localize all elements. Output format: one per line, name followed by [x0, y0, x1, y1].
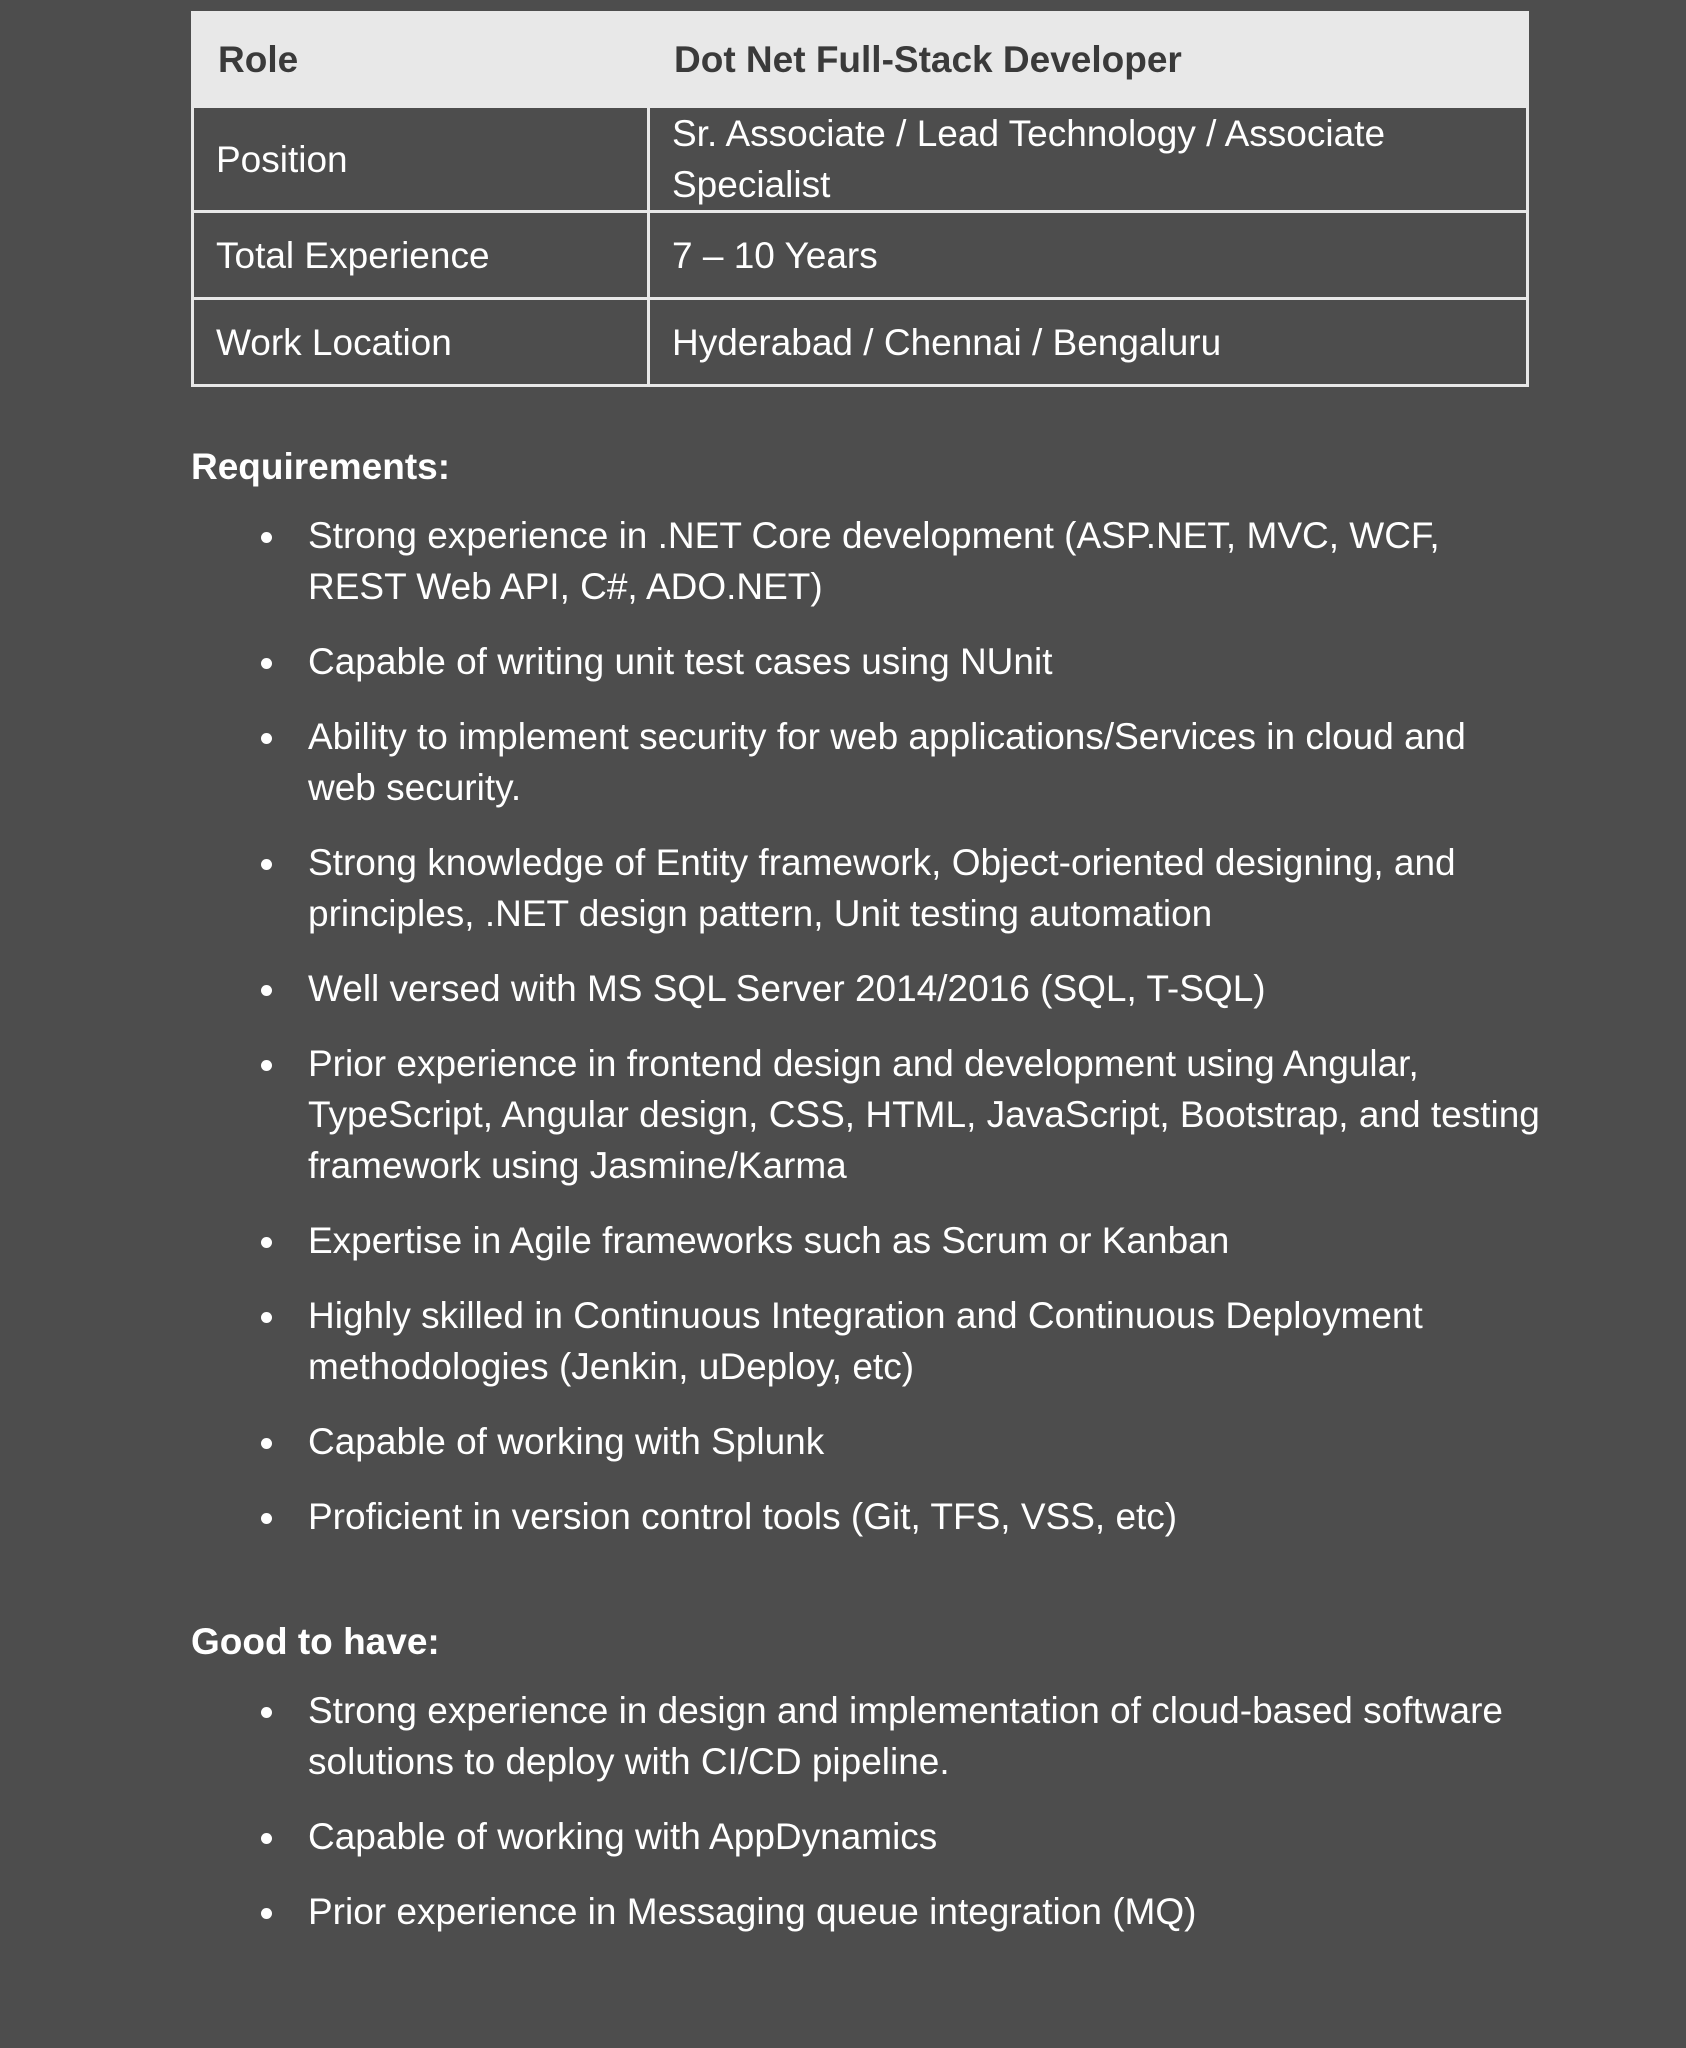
list-item: Highly skilled in Continuous Integration and Continuous Deployment methodologies (Jenkin, uDeploy, etc): [308, 1290, 1543, 1392]
list-item: Prior experience in Messaging queue integration (MQ): [308, 1886, 1543, 1937]
table-row: [193, 107, 1528, 212]
list-item: Strong experience in design and implementation of cloud-based software solutions to deploy with CI/CD pipeline.: [308, 1685, 1543, 1787]
list-item: Strong experience in .NET Core development (ASP.NET, MVC, WCF, REST Web API, C#, ADO.NET): [308, 510, 1543, 612]
list-item: Ability to implement security for web applications/Services in cloud and web security.: [308, 711, 1543, 813]
list-item: Well versed with MS SQL Server 2014/2016 (SQL, T-SQL): [308, 963, 1543, 1014]
requirements-list: [191, 510, 1540, 1542]
list-item: Proficient in version control tools (Git, TFS, VSS, etc): [308, 1491, 1543, 1542]
list-item: Strong knowledge of Entity framework, Object-oriented designing, and principles, .NET design pattern, Unit testing automation: [308, 837, 1543, 939]
list-item: Capable of working with Splunk: [308, 1416, 1543, 1467]
list-item: Prior experience in frontend design and development using Angular, TypeScript, Angular design, CSS, HTML, JavaScript, Bootstrap, and testing framework using Jasmine/Karma: [308, 1038, 1543, 1191]
location-label: Work Location: [193, 299, 649, 386]
list-item: Capable of working with AppDynamics: [308, 1811, 1543, 1862]
position-value: Sr. Associate / Lead Technology / Associate Specialist: [649, 107, 1528, 212]
experience-value: 7 – 10 Years: [649, 212, 1528, 299]
list-item: Expertise in Agile frameworks such as Scrum or Kanban: [308, 1215, 1543, 1266]
table-header-row: [193, 13, 1528, 107]
good-to-have-heading: Good to have:: [191, 1621, 440, 1662]
role-value: Dot Net Full-Stack Developer: [649, 13, 1528, 107]
table-row: [193, 299, 1528, 386]
table-row: [193, 212, 1528, 299]
position-label: Position: [193, 107, 649, 212]
location-value: Hyderabad / Chennai / Bengaluru: [649, 299, 1528, 386]
list-item: Capable of writing unit test cases using NUnit: [308, 636, 1543, 687]
role-label: Role: [193, 13, 649, 107]
experience-label: Total Experience: [193, 212, 649, 299]
good-to-have-list: [191, 1685, 1531, 1937]
job-info-table: [191, 11, 1529, 387]
job-description: [191, 11, 1540, 1961]
requirements-heading: Requirements:: [191, 446, 451, 487]
